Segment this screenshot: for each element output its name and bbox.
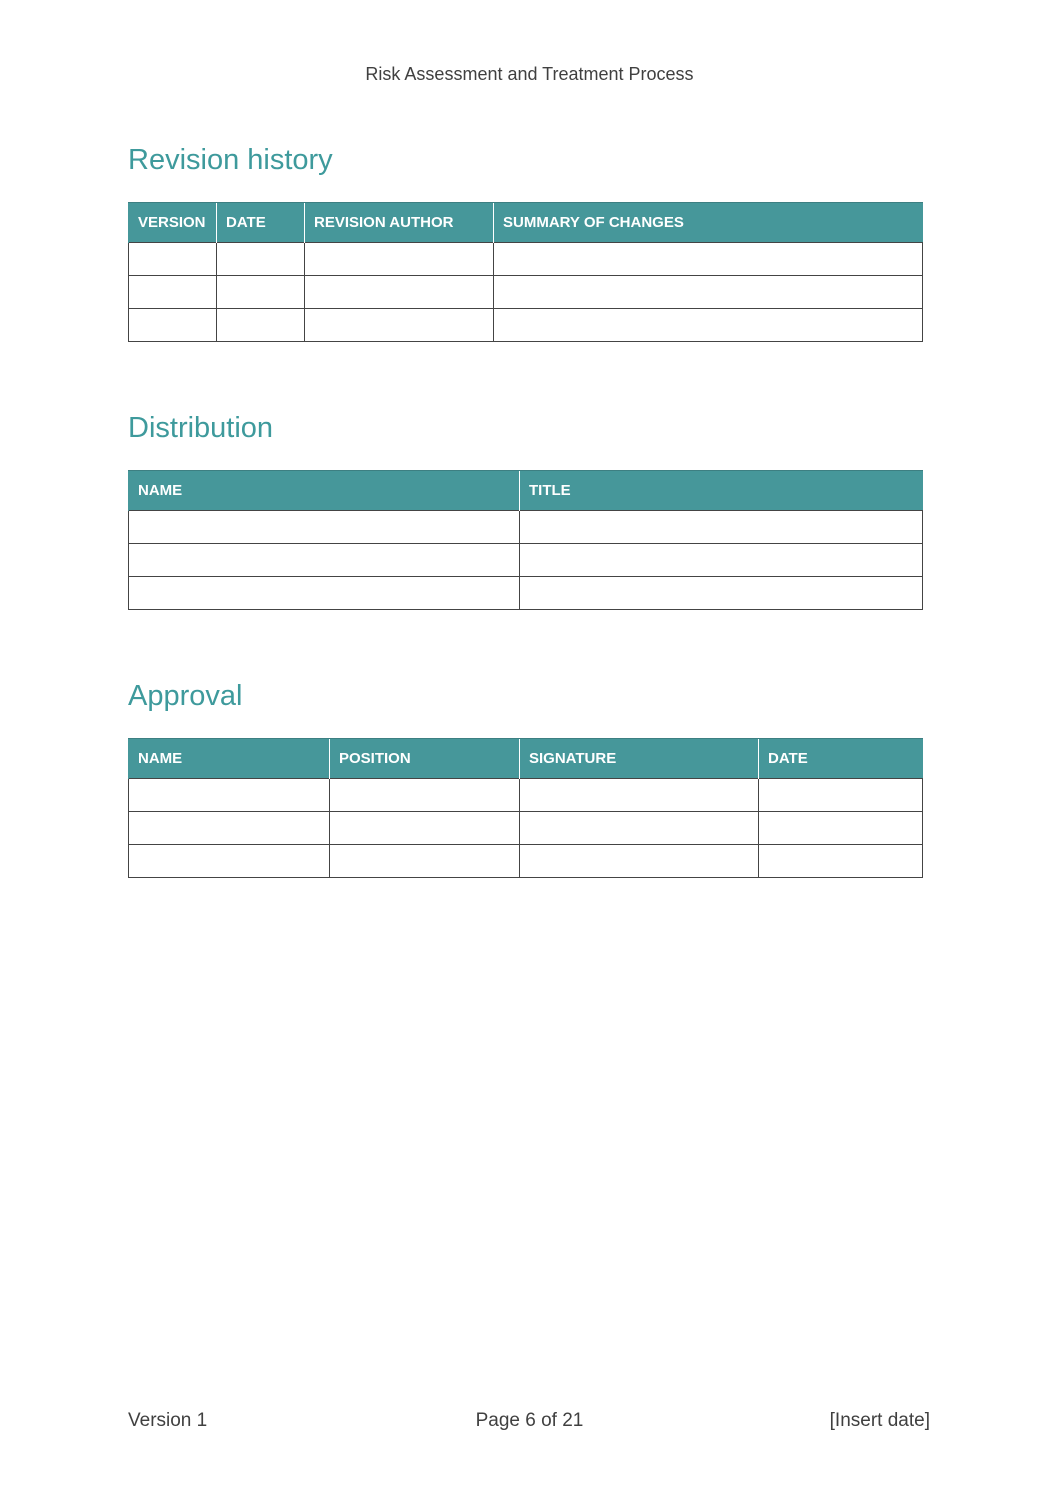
table-row — [129, 779, 923, 812]
distribution-heading: Distribution — [128, 412, 274, 444]
revision-history-heading: Revision history — [128, 144, 333, 176]
cell[interactable] — [520, 511, 923, 544]
cell[interactable] — [217, 276, 305, 309]
cell[interactable] — [759, 845, 923, 878]
col-title: TITLE — [520, 471, 923, 511]
table-row — [129, 309, 923, 342]
cell[interactable] — [305, 309, 494, 342]
approval-table — [128, 738, 923, 878]
footer-date: [Insert date] — [829, 1410, 930, 1431]
table-row — [129, 243, 923, 276]
cell[interactable] — [129, 544, 520, 577]
cell[interactable] — [330, 779, 520, 812]
cell[interactable] — [129, 845, 330, 878]
distribution-table — [128, 470, 923, 610]
cell[interactable] — [330, 845, 520, 878]
cell[interactable] — [759, 812, 923, 845]
cell[interactable] — [494, 309, 923, 342]
col-name: NAME — [129, 471, 520, 511]
cell[interactable] — [129, 243, 217, 276]
col-name: NAME — [129, 739, 330, 779]
col-version: VERSION — [129, 203, 217, 243]
col-date: DATE — [759, 739, 923, 779]
table-row — [129, 577, 923, 610]
col-signature: SIGNATURE — [520, 739, 759, 779]
cell[interactable] — [520, 845, 759, 878]
cell[interactable] — [494, 243, 923, 276]
col-summary: SUMMARY OF CHANGES — [494, 203, 923, 243]
table-row — [129, 276, 923, 309]
table-row — [129, 511, 923, 544]
table-row — [129, 845, 923, 878]
cell[interactable] — [330, 812, 520, 845]
cell[interactable] — [494, 276, 923, 309]
cell[interactable] — [217, 309, 305, 342]
cell[interactable] — [520, 577, 923, 610]
cell[interactable] — [129, 779, 330, 812]
approval-heading: Approval — [128, 680, 243, 712]
cell[interactable] — [217, 243, 305, 276]
cell[interactable] — [520, 812, 759, 845]
cell[interactable] — [129, 276, 217, 309]
cell[interactable] — [520, 779, 759, 812]
table-row — [129, 812, 923, 845]
cell[interactable] — [759, 779, 923, 812]
cell[interactable] — [305, 243, 494, 276]
revision-history-table — [128, 202, 923, 342]
footer-page-number: Page 6 of 21 — [475, 1410, 584, 1431]
col-revision-author: REVISION AUTHOR — [305, 203, 494, 243]
table-row — [129, 544, 923, 577]
footer-version: Version 1 — [128, 1410, 208, 1431]
cell[interactable] — [305, 276, 494, 309]
cell[interactable] — [129, 309, 217, 342]
cell[interactable] — [129, 577, 520, 610]
cell[interactable] — [129, 511, 520, 544]
col-date: DATE — [217, 203, 305, 243]
cell[interactable] — [520, 544, 923, 577]
page-header: Risk Assessment and Treatment Process — [365, 64, 694, 84]
col-position: POSITION — [330, 739, 520, 779]
cell[interactable] — [129, 812, 330, 845]
